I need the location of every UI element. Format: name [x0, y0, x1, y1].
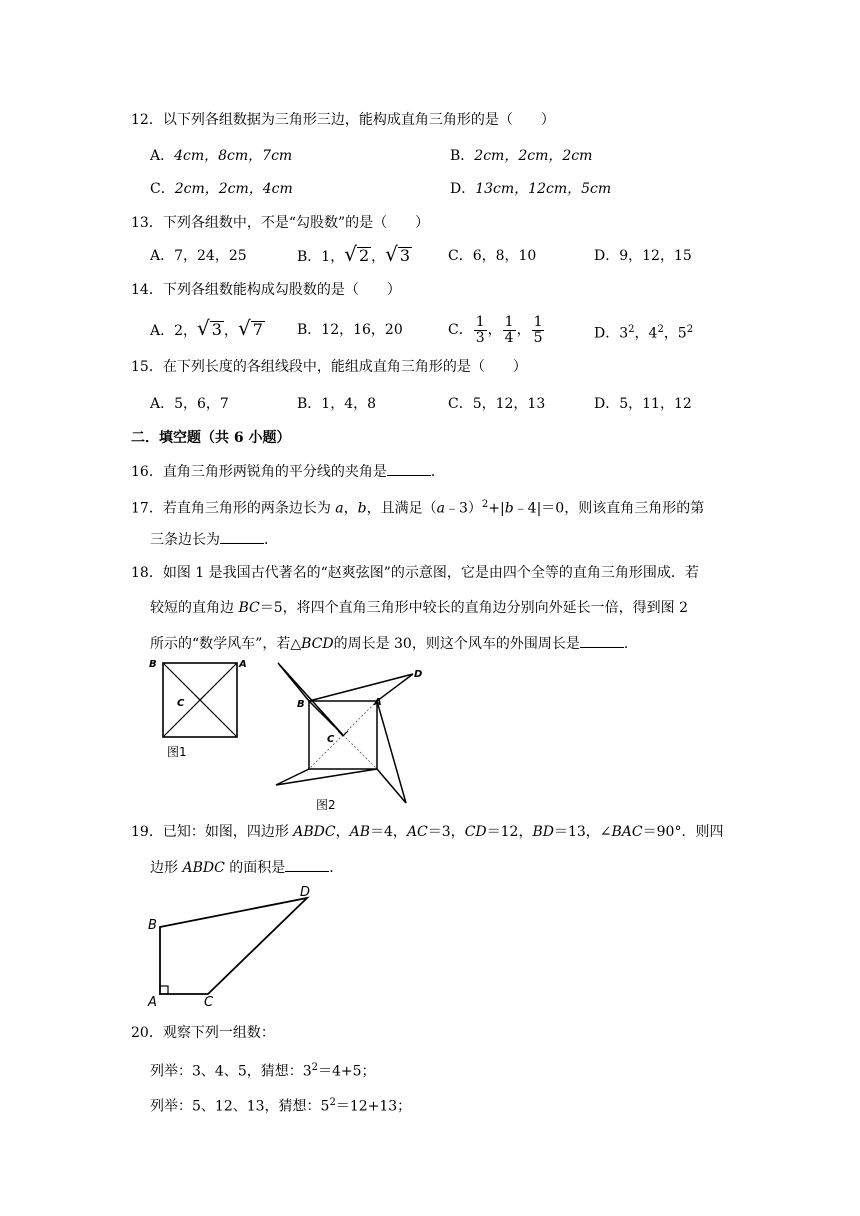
- label-c: C: [327, 734, 335, 745]
- q14-option-c: C． $\frac{1}{3}$ ， $\frac{1}{4}$ ， $\frac{1}{5}$: [448, 313, 543, 346]
- q15-option-c: C．5，12，13: [448, 396, 546, 412]
- q12-option-b: B．2cm，2cm，2cm: [450, 148, 593, 164]
- answer-blank: [220, 529, 264, 544]
- figure-zhaoshuang-diagram: [140, 653, 260, 768]
- q17-line2: 三条边长为 ．: [150, 529, 278, 550]
- q12-stem: 12．以下列各组数据为三角形三边，能构成直角三角形的是（ ）: [131, 112, 555, 128]
- label-b: B: [297, 699, 305, 710]
- q15-option-b: B．1，4，8: [297, 396, 377, 412]
- q13-option-b: B．1， √ 2 ， √ 3: [297, 242, 411, 266]
- fraction: $\frac{1}{3}$: [475, 313, 485, 346]
- label-c: C: [204, 995, 214, 1010]
- q20-example-1: 列举：3、4、5，猜想：$3^2=4+5$；: [150, 1062, 376, 1080]
- q18-line2: 较短的直角边 BC＝5，将四个直角三角形中较长的直角边分别向外延长一倍，得到图 2: [150, 600, 688, 616]
- answer-blank: [387, 461, 431, 476]
- sqrt-expression: √ 7: [237, 316, 263, 340]
- label-d: D: [414, 669, 423, 680]
- q12-option-a: A．4cm，8cm，7cm: [150, 148, 293, 164]
- fraction: $\frac{1}{5}$: [533, 313, 543, 346]
- q14-option-b: B．12，16，20: [297, 322, 403, 338]
- label-b: B: [148, 918, 157, 933]
- label-a: A: [148, 995, 157, 1010]
- q20-example-2: 列举：5、12、13，猜想：$5^2=12+13$；: [150, 1097, 412, 1115]
- figure-windmill-diagram: [270, 658, 440, 816]
- section-heading: 二．填空题（共 6 小题）: [131, 430, 291, 446]
- q17-line1: 17．若直角三角形的两条边长为 a，b，且满足（a﹣3）$^2$+|b﹣4|＝0，则该直角三角形的第: [131, 499, 705, 517]
- q13-option-a: A．7，24，25: [150, 248, 247, 264]
- q15-option-d: D．5，11，12: [594, 396, 692, 412]
- q13-stem: 13．下列各组数中，不是“勾股数”的是（ ）: [131, 215, 430, 231]
- label-a: A: [239, 659, 247, 670]
- answer-blank: [580, 633, 624, 648]
- sqrt-expression: √ 3: [385, 242, 411, 266]
- q12-option-d: D．13cm，12cm，5cm: [450, 181, 612, 197]
- q18-line3: 所示的“数学风车”，若△BCD的周长是 30，则这个风车的外围周长是 ．: [150, 633, 638, 654]
- q13-option-d: D．9，12，15: [594, 248, 692, 264]
- figure-caption: 图1: [167, 745, 187, 759]
- q15-stem: 15．在下列长度的各组线段中，能组成直角三角形的是（ ）: [131, 359, 527, 375]
- label-c: C: [177, 698, 185, 709]
- q19-line2: 边形 ABDC 的面积是 ．: [150, 857, 343, 878]
- q14-option-a: A．2， √ 3 ， √ 7: [150, 316, 263, 340]
- fraction: $\frac{1}{4}$: [504, 313, 514, 346]
- q18-line1: 18．如图 1 是我国古代著名的“赵爽弦图”的示意图，它是由四个全等的直角三角形围成．若: [131, 565, 699, 581]
- q15-option-a: A．5，6，7: [150, 396, 229, 412]
- label-b: B: [149, 659, 157, 670]
- q19-line1: 19．已知：如图，四边形 ABDC，AB＝4，AC＝3，CD＝12，BD＝13，∠BAC＝90°．则四: [131, 824, 724, 840]
- q13-option-c: C．6，8，10: [448, 248, 537, 264]
- q14-option-d: D．$3^2$，$4^2$，$5^2$: [594, 324, 694, 342]
- q14-stem: 14．下列各组数能构成勾股数的是（ ）: [131, 282, 401, 298]
- sqrt-expression: √ 2: [344, 242, 370, 266]
- sqrt-expression: √ 3: [197, 316, 222, 340]
- q16: 16．直角三角形两锐角的平分线的夹角是 ．: [131, 461, 445, 482]
- label-d: D: [300, 885, 311, 900]
- figure-caption: 图2: [316, 798, 336, 812]
- label-a: A: [374, 697, 382, 708]
- q12-option-c: C．2cm，2cm，4cm: [150, 181, 293, 197]
- answer-blank: [285, 857, 329, 872]
- figure-quadrilateral-abdc: [140, 880, 325, 1010]
- q20-stem: 20．观察下列一组数：: [131, 1025, 275, 1041]
